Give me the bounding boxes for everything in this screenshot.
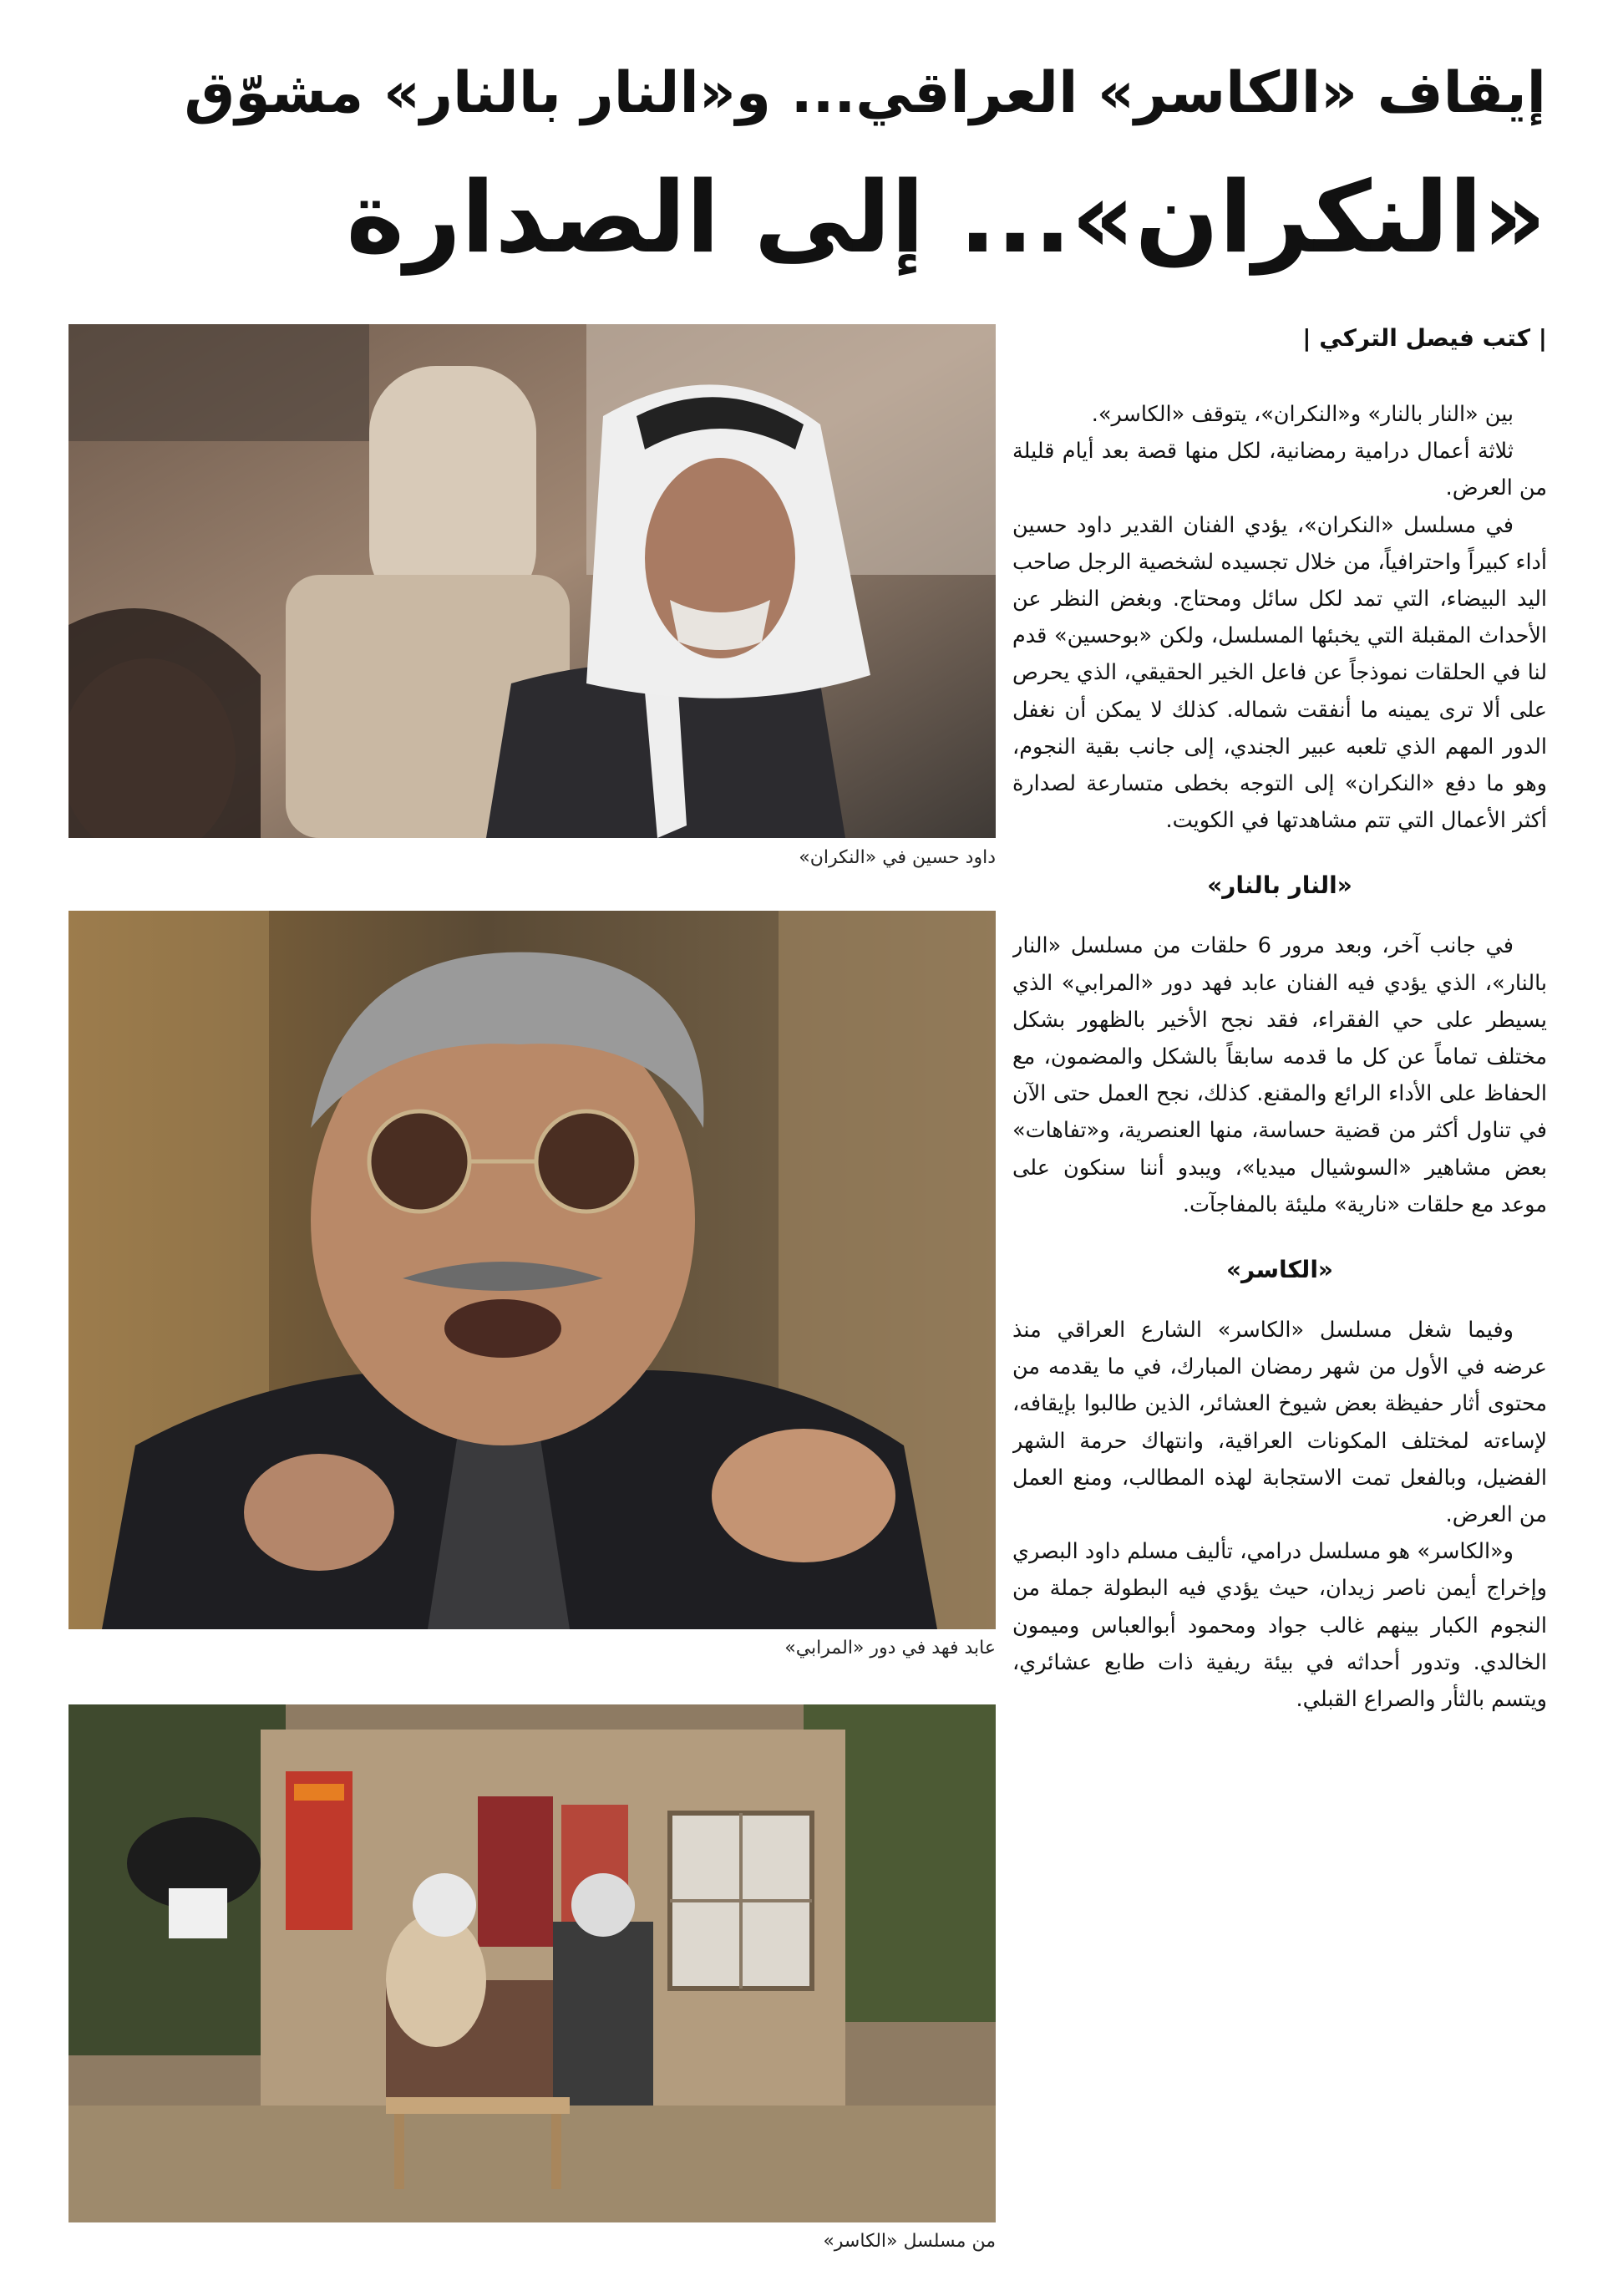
photo-nukran-image [68,324,996,838]
subhead-fire: «النار بالنار» [1207,871,1352,900]
paragraph: بين «النار بالنار» و«النكران»، يتوقف «الكاسر». [1091,402,1514,427]
photo-fire [68,911,996,1629]
article-body [1012,317,1547,2264]
photo-kaser [68,1704,996,2222]
article-headline: «النكران»... إلى الصدارة [346,160,1546,275]
photo-nukran [68,324,996,838]
photo-kaser-image [68,1704,996,2222]
paragraph: ثلاثة أعمال درامية رمضانية، لكل منها قصة بعد أيام قليلة من العرض. [1012,439,1547,501]
paragraph: في جانب آخر، وبعد مرور 6 حلقات من مسلسل «النار بالنار»، الذي يؤدي فيه الفنان عابد فهد دور «المرابي» الذي يسيطر على حي الفقراء، فقد نجح الأخير بالظهور بشكل مختلف تماماً عن كل ما قدمه سابقاً بالشكل والمضمون، مع الحفاظ على الأداء الرائع والمقنع. كذلك، نجح العمل حتى الآن في تناول أكثر من قضية حساسة، منها العنصرية، و«تفاهات» بعض مشاهير «السوشيال ميديا»، ويبدو أننا سنكون على موعد مع حلقات «نارية» مليئة بالمفاجآت. [1012,933,1547,1217]
photo-nukran-caption: داود حسين في «النكران» [799,847,996,868]
photo-fire-caption: عابد فهد في دور «المرابي» [784,1638,996,1659]
photo-fire-image [68,911,996,1629]
paragraph: في مسلسل «النكران»، يؤدي الفنان القدير داود حسين أداء كبيراً واحترافياً، من خلال تجسيده لشخصية الرجل صاحب اليد البيضاء، التي تمد لكل سائل ومحتاج. وبغض النظر عن الأحداث المقبلة التي يخبئها المسلسل، ولكن «بوحسين» قدم لنا في الحلقات نموذجاً عن فاعل الخير الحقيقي، الذي يحرص على ألا ترى يمينه ما أنفقت شماله. كذلك لا يمكن أن نغفل الدور المهم الذي تلعبه عبير الجندي، إلى جانب بقية النجوم، وهو ما دفع «النكران» إلى التوجه بخطى متسارعة لصدارة أكثر الأعمال التي تتم مشاهدتها في الكويت. [1012,512,1547,834]
paragraph: وفيما شغل مسلسل «الكاسر» الشارع العراقي منذ عرضه في الأول من شهر رمضان المبارك، في ما يقدمه من محتوى أثار حفيظة بعض شيوخ العشائر، الذين طالبوا بإيقافه، لإساءته لمختلف المكونات العراقية، وانتهاك حرمة الشهر الفضيل، وبالفعل تمت الاستجابة لهذه المطالب، ومنع العمل من العرض. [1012,1318,1547,1528]
byline: | كتب فيصل التركي | [1302,324,1547,352]
subhead-kaser: «الكاسر» [1225,1256,1334,1284]
photo-kaser-caption: من مسلسل «الكاسر» [823,2231,996,2252]
article-kicker: إيقاف «الكاسر» العراقي... و«النار بالنار» مشوّق [184,60,1546,126]
paragraph: و«الكاسر» هو مسلسل درامي، تأليف مسلم داود البصري وإخراج أيمن ناصر زيدان، حيث يؤدي فيه البطولة جملة من النجوم الكبار بينهم غالب جواد ومحمود أبوالعباس وميمون الخالدي. وتدور أحداثه في بيئة ريفية ذات طابع عشائري، ويتسم بالثأر والصراع القبلي. [1012,1539,1547,1713]
